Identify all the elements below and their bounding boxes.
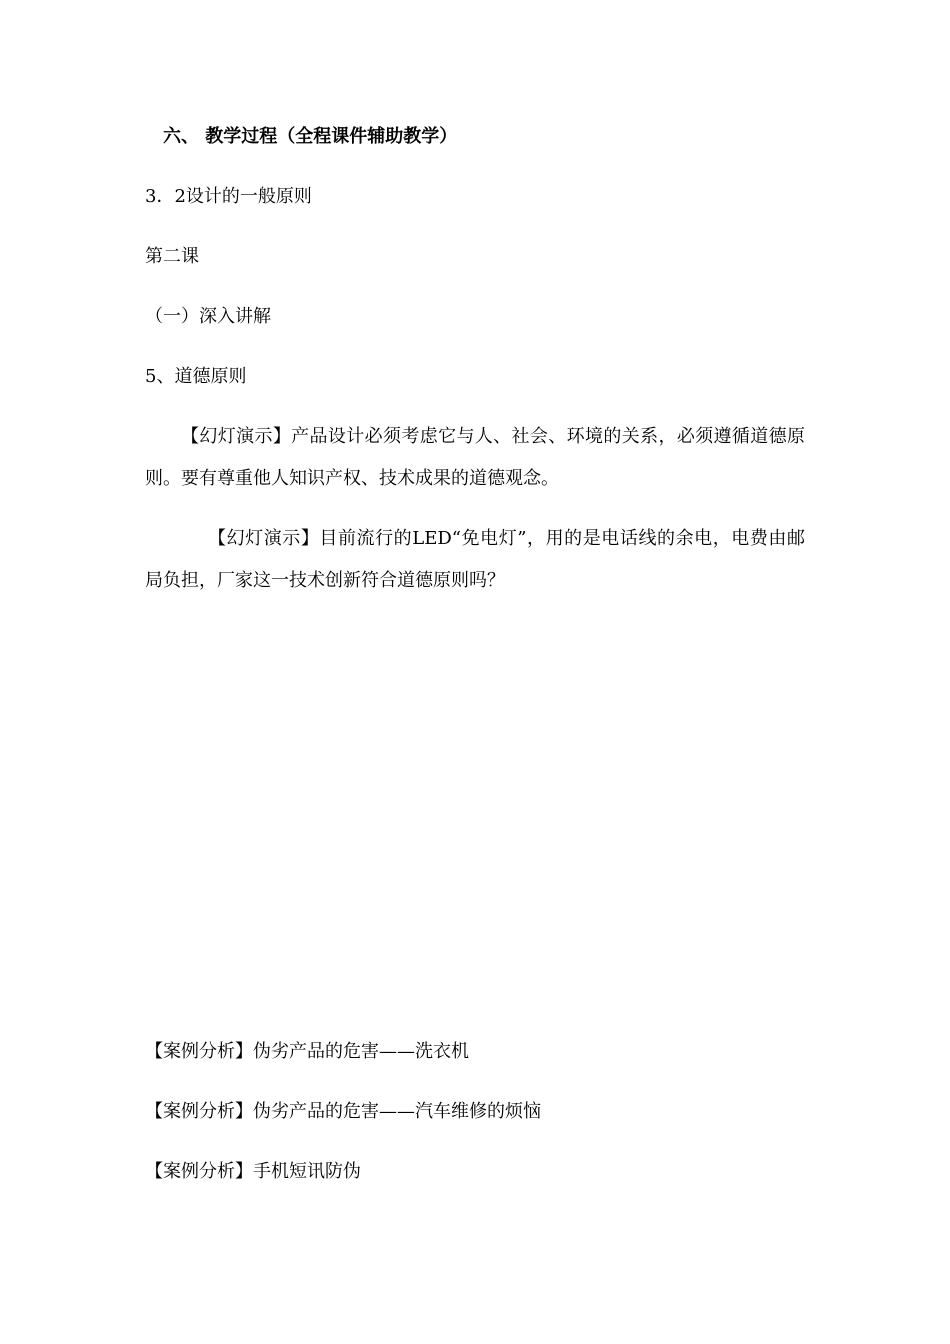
lesson-title: 第二课 [145, 246, 199, 267]
case-analysis-3: 【案例分析】手机短讯防伪 [145, 1161, 361, 1182]
case-analysis-1: 【案例分析】伪劣产品的危害——洗衣机 [145, 1041, 469, 1062]
slide-paragraph-1: 【幻灯演示】产品设计必须考虑它与人、社会、环境的关系，必须遵循道德原则。要有尊重他人知识产权、技术成果的道德观念。 [145, 426, 805, 489]
principle-title: 5、道德原则 [145, 366, 247, 387]
case-analysis-2: 【案例分析】伪劣产品的危害——汽车维修的烦恼 [145, 1101, 541, 1122]
part-title: （一）深入讲解 [145, 306, 271, 327]
subsection-title: 3．2设计的一般原则 [145, 186, 312, 207]
section-heading: 六、 教学过程（全程课件辅助教学） [163, 126, 458, 147]
slide-paragraph-2: 【幻灯演示】目前流行的LED“免电灯”，用的是电话线的余电，电费由邮局负担，厂家这一技术创新符合道德原则吗？ [145, 528, 805, 591]
